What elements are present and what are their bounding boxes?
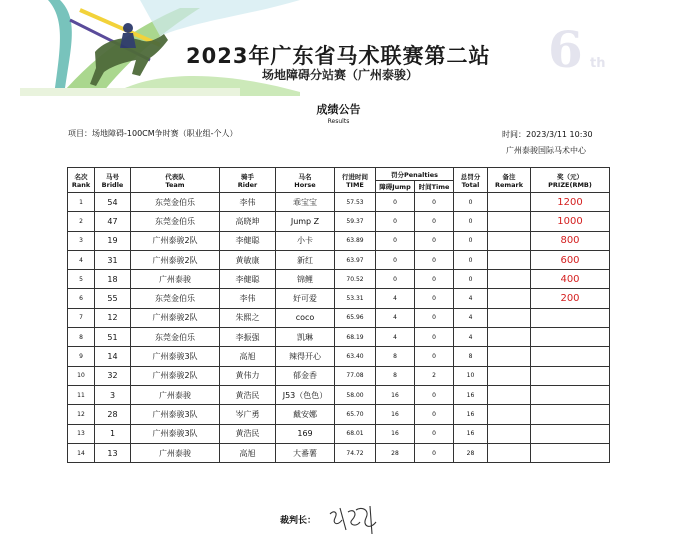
cell-remark [488, 212, 531, 231]
cell-prize [531, 328, 610, 347]
cell-jump: 0 [376, 212, 415, 231]
header-time: 行进时间 TIME [335, 168, 376, 193]
cell-time: 57.53 [335, 193, 376, 212]
header-time-penalty: 时间Time [415, 181, 454, 193]
cell-total: 0 [454, 231, 488, 250]
cell-time-pen: 0 [415, 212, 454, 231]
cell-bridle: 31 [95, 250, 131, 269]
cell-horse: 新红 [276, 250, 335, 269]
cell-time: 58.00 [335, 385, 376, 404]
cell-rider: 李伟 [220, 193, 276, 212]
cell-team: 广州泰骏3队 [131, 347, 220, 366]
cell-time-pen: 0 [415, 405, 454, 424]
cell-total: 16 [454, 385, 488, 404]
cell-time: 63.89 [335, 231, 376, 250]
cell-total: 0 [454, 193, 488, 212]
cell-prize: 600 [531, 250, 610, 269]
cell-prize: 200 [531, 289, 610, 308]
cell-remark [488, 270, 531, 289]
cell-prize [531, 424, 610, 443]
results-subtitle: Results [327, 118, 350, 125]
cell-jump: 16 [376, 405, 415, 424]
cell-rank: 14 [68, 443, 95, 462]
cell-rider: 黄伟力 [220, 366, 276, 385]
cell-rider: 黄浩民 [220, 385, 276, 404]
cell-bridle: 12 [95, 308, 131, 327]
edition-number: 6 [548, 20, 583, 79]
cell-rank: 12 [68, 405, 95, 424]
cell-prize: 400 [531, 270, 610, 289]
cell-rider: 李振强 [220, 328, 276, 347]
table-row [68, 289, 610, 308]
cell-remark [488, 308, 531, 327]
cell-bridle: 19 [95, 231, 131, 250]
cell-prize [531, 405, 610, 424]
cell-time-pen: 0 [415, 347, 454, 366]
cell-total: 8 [454, 347, 488, 366]
cell-total: 4 [454, 289, 488, 308]
cell-prize: 1200 [531, 193, 610, 212]
cell-horse: 169 [276, 424, 335, 443]
cell-jump: 16 [376, 385, 415, 404]
cell-rank: 3 [68, 231, 95, 250]
table-row [68, 366, 610, 385]
header-total: 总罚分 Total [454, 168, 488, 193]
table-row [68, 443, 610, 462]
cell-bridle: 13 [95, 443, 131, 462]
cell-rank: 2 [68, 212, 95, 231]
header-bridle: 马号 Bridle [95, 168, 131, 193]
cell-rank: 4 [68, 250, 95, 269]
cell-rider: 李健聪 [220, 231, 276, 250]
cell-total: 28 [454, 443, 488, 462]
cell-time: 74.72 [335, 443, 376, 462]
cell-bridle: 14 [95, 347, 131, 366]
cell-time-pen: 0 [415, 289, 454, 308]
table-row [68, 385, 610, 404]
results-title: 成绩公告 [316, 103, 361, 116]
cell-rider: 黄浩民 [220, 424, 276, 443]
cell-prize: 1000 [531, 212, 610, 231]
table-row [68, 424, 610, 443]
cell-jump: 28 [376, 443, 415, 462]
header-rider: 骑手 Rider [220, 168, 276, 193]
table-row [68, 405, 610, 424]
cell-rider: 李健聪 [220, 270, 276, 289]
cell-remark [488, 328, 531, 347]
cell-jump: 0 [376, 250, 415, 269]
banner-title: 2023年广东省马术联赛第二站 [186, 44, 491, 68]
header-rank: 名次 Rank [68, 168, 95, 193]
cell-jump: 4 [376, 289, 415, 308]
cell-team: 广州泰骏3队 [131, 405, 220, 424]
cell-bridle: 54 [95, 193, 131, 212]
cell-total: 16 [454, 405, 488, 424]
cell-horse: J53（色色） [276, 385, 335, 404]
cell-time: 53.31 [335, 289, 376, 308]
header-horse: 马名 Horse [276, 168, 335, 193]
cell-total: 10 [454, 366, 488, 385]
cell-jump: 8 [376, 347, 415, 366]
cell-time-pen: 0 [415, 424, 454, 443]
chief-judge-label: 裁判长： [280, 516, 317, 526]
cell-horse: 小卡 [276, 231, 335, 250]
cell-jump: 0 [376, 231, 415, 250]
cell-prize: 800 [531, 231, 610, 250]
cell-rider: 朱熙之 [220, 308, 276, 327]
cell-remark [488, 231, 531, 250]
cell-total: 4 [454, 328, 488, 347]
cell-bridle: 47 [95, 212, 131, 231]
cell-team: 广州泰骏2队 [131, 231, 220, 250]
cell-team: 东莞金伯乐 [131, 289, 220, 308]
cell-time-pen: 0 [415, 443, 454, 462]
cell-prize [531, 443, 610, 462]
cell-remark [488, 289, 531, 308]
cell-rider: 高旭 [220, 347, 276, 366]
cell-time-pen: 0 [415, 231, 454, 250]
event-banner [0, 0, 677, 96]
cell-rank: 9 [68, 347, 95, 366]
cell-horse: 郁金香 [276, 366, 335, 385]
cell-time: 63.40 [335, 347, 376, 366]
cell-time: 65.70 [335, 405, 376, 424]
cell-time: 70.52 [335, 270, 376, 289]
cell-bridle: 51 [95, 328, 131, 347]
cell-team: 广州泰骏3队 [131, 424, 220, 443]
cell-bridle: 1 [95, 424, 131, 443]
table-row [68, 231, 610, 250]
cell-total: 0 [454, 270, 488, 289]
cell-team: 广州泰骏2队 [131, 308, 220, 327]
cell-horse: 锦鲤 [276, 270, 335, 289]
cell-time-pen: 0 [415, 270, 454, 289]
organizer-name: 广州泰骏国际马术中心 [506, 146, 586, 155]
cell-remark [488, 250, 531, 269]
cell-bridle: 55 [95, 289, 131, 308]
cell-rider: 高旭 [220, 443, 276, 462]
cell-remark [488, 385, 531, 404]
cell-rider: 高晓坤 [220, 212, 276, 231]
cell-horse: Jump Z [276, 212, 335, 231]
cell-remark [488, 193, 531, 212]
cell-time: 77.08 [335, 366, 376, 385]
cell-jump: 0 [376, 193, 415, 212]
cell-team: 东莞金伯乐 [131, 193, 220, 212]
cell-remark [488, 443, 531, 462]
cell-rank: 5 [68, 270, 95, 289]
cell-time: 65.96 [335, 308, 376, 327]
cell-rank: 10 [68, 366, 95, 385]
cell-time-pen: 0 [415, 328, 454, 347]
cell-rider: 岑广勇 [220, 405, 276, 424]
header-jump-penalty: 障碍Jump [376, 181, 415, 193]
cell-horse: 乖宝宝 [276, 193, 335, 212]
cell-jump: 4 [376, 328, 415, 347]
cell-rank: 13 [68, 424, 95, 443]
cell-remark [488, 366, 531, 385]
cell-prize [531, 385, 610, 404]
table-row [68, 347, 610, 366]
cell-horse: coco [276, 308, 335, 327]
table-row [68, 193, 610, 212]
header-remark: 备注 Remark [488, 168, 531, 193]
cell-horse: 戴安娜 [276, 405, 335, 424]
cell-time-pen: 0 [415, 385, 454, 404]
cell-total: 0 [454, 212, 488, 231]
cell-jump: 4 [376, 308, 415, 327]
cell-prize [531, 366, 610, 385]
table-row [68, 308, 610, 327]
banner-subtitle: 场地障碍分站赛（广州泰骏） [262, 68, 419, 82]
cell-rider: 黄敏康 [220, 250, 276, 269]
cell-time: 68.19 [335, 328, 376, 347]
cell-prize [531, 347, 610, 366]
cell-total: 4 [454, 308, 488, 327]
cell-team: 广州泰骏 [131, 385, 220, 404]
header-team: 代表队 Team [131, 168, 220, 193]
cell-remark [488, 424, 531, 443]
cell-prize [531, 308, 610, 327]
event-time: 时间：2023/3/11 10:30 [502, 130, 593, 139]
judge-signature [326, 500, 386, 540]
cell-time-pen: 2 [415, 366, 454, 385]
event-name: 项目：场地障碍-100CM争时赛（职业组-个人） [68, 129, 238, 138]
cell-team: 广州泰骏 [131, 443, 220, 462]
cell-time: 68.01 [335, 424, 376, 443]
cell-time-pen: 0 [415, 193, 454, 212]
cell-rank: 1 [68, 193, 95, 212]
cell-team: 广州泰骏2队 [131, 366, 220, 385]
cell-rank: 7 [68, 308, 95, 327]
cell-remark [488, 347, 531, 366]
cell-rank: 6 [68, 289, 95, 308]
cell-total: 16 [454, 424, 488, 443]
table-row [68, 328, 610, 347]
cell-time-pen: 0 [415, 308, 454, 327]
cell-remark [488, 405, 531, 424]
cell-bridle: 3 [95, 385, 131, 404]
cell-team: 东莞金伯乐 [131, 328, 220, 347]
cell-bridle: 18 [95, 270, 131, 289]
results-table [67, 167, 610, 463]
cell-bridle: 28 [95, 405, 131, 424]
header-penalties: 罚分Penalties [376, 168, 454, 181]
cell-time-pen: 0 [415, 250, 454, 269]
cell-jump: 8 [376, 366, 415, 385]
cell-horse: 辣得开心 [276, 347, 335, 366]
cell-horse: 大番薯 [276, 443, 335, 462]
cell-team: 广州泰骏2队 [131, 250, 220, 269]
cell-time: 59.37 [335, 212, 376, 231]
cell-jump: 16 [376, 424, 415, 443]
table-row [68, 270, 610, 289]
cell-time: 63.97 [335, 250, 376, 269]
cell-team: 东莞金伯乐 [131, 212, 220, 231]
cell-rider: 李伟 [220, 289, 276, 308]
cell-horse: 凯琳 [276, 328, 335, 347]
cell-rank: 8 [68, 328, 95, 347]
table-row [68, 212, 610, 231]
header-prize: 奖（元） PRIZE(RMB) [531, 168, 610, 193]
cell-total: 0 [454, 250, 488, 269]
cell-horse: 好可爱 [276, 289, 335, 308]
cell-bridle: 32 [95, 366, 131, 385]
cell-jump: 0 [376, 270, 415, 289]
cell-rank: 11 [68, 385, 95, 404]
cell-team: 广州泰骏 [131, 270, 220, 289]
table-row [68, 250, 610, 269]
edition-suffix: th [590, 56, 606, 71]
